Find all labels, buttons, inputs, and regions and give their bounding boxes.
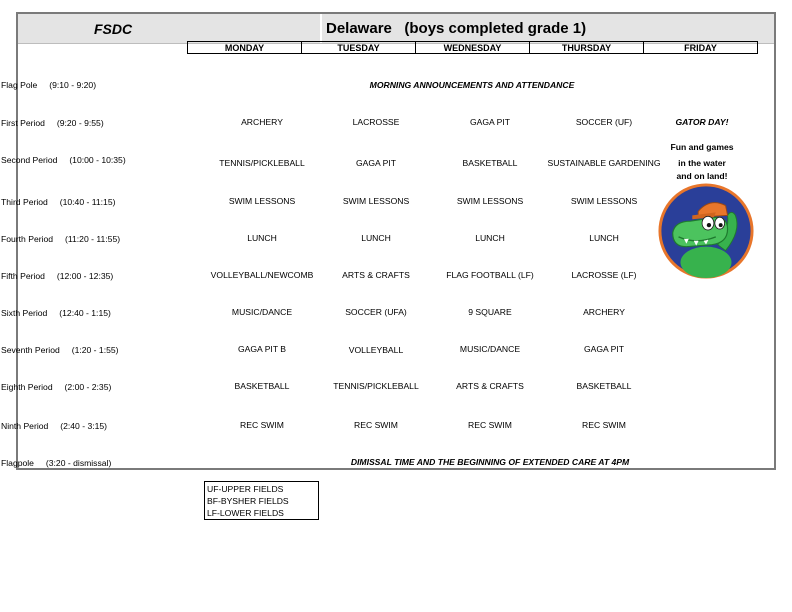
schedule-cell: LACROSSE xyxy=(352,117,400,127)
day-header-row xyxy=(187,41,758,54)
schedule-cell: VOLLEYBALL xyxy=(348,345,404,355)
period-label: Eighth Period (2:00 - 2:35) xyxy=(1,382,112,392)
schedule-cell: SWIM LESSONS xyxy=(228,196,296,206)
schedule-cell: LUNCH xyxy=(589,233,619,243)
schedule-cell: SWIM LESSONS xyxy=(456,196,524,206)
schedule-cell: LUNCH xyxy=(361,233,391,243)
gator-day-title: GATOR DAY! xyxy=(675,117,729,127)
schedule-cell: BASKETBALL xyxy=(462,158,518,168)
header-divider xyxy=(320,14,322,43)
day-friday: FRIDAY xyxy=(643,42,757,53)
period-label: Seventh Period (1:20 - 1:55) xyxy=(1,345,119,355)
schedule-cell: REC SWIM xyxy=(468,420,512,430)
schedule-cell: MUSIC/DANCE xyxy=(459,344,521,354)
schedule-cell: REC SWIM xyxy=(240,420,284,430)
schedule-cell: TENNIS/PICKLEBALL xyxy=(219,158,305,168)
day-monday: MONDAY xyxy=(224,43,265,53)
schedule-cell: SOCCER (UFA) xyxy=(345,307,407,317)
schedule-cell: ARTS & CRAFTS xyxy=(342,270,410,280)
period-label: First Period (9:20 - 9:55) xyxy=(1,118,104,128)
schedule-cell: ARCHERY xyxy=(583,307,625,317)
period-label: Ninth Period (2:40 - 3:15) xyxy=(1,421,108,431)
legend-item: LF-LOWER FIELDS xyxy=(207,508,284,518)
friday-line-1: Fun and games xyxy=(670,142,734,152)
schedule-cell: VOLLEYBALL/NEWCOMB xyxy=(210,270,314,280)
period-label: Second Period (10:00 - 10:35) xyxy=(1,155,126,165)
page-title: Delaware (boys completed grade 1) xyxy=(326,20,587,37)
header-bar xyxy=(18,14,774,44)
schedule-cell: GAGA PIT xyxy=(469,117,511,127)
schedule-cell: SWIM LESSONS xyxy=(570,196,638,206)
legend-item: UF-UPPER FIELDS xyxy=(207,484,284,494)
schedule-cell: ARTS & CRAFTS xyxy=(456,381,524,391)
schedule-cell: GAGA PIT xyxy=(355,158,397,168)
legend-item: BF-BYSHER FIELDS xyxy=(207,496,289,506)
period-label: Flag Pole (9:10 - 9:20) xyxy=(1,80,97,90)
period-label: Fourth Period (11:20 - 11:55) xyxy=(1,234,121,244)
period-label: Fifth Period (12:00 - 12:35) xyxy=(1,271,114,281)
schedule-cell: LUNCH xyxy=(247,233,277,243)
schedule-cell: LUNCH xyxy=(475,233,505,243)
period-label: Third Period (10:40 - 11:15) xyxy=(1,197,116,207)
gator-mascot-icon xyxy=(657,182,755,280)
schedule-cell: BASKETBALL xyxy=(576,381,632,391)
schedule-cell: TENNIS/PICKLEBALL xyxy=(333,381,419,391)
org-name: FSDC xyxy=(93,21,133,37)
schedule-cell: SUSTAINABLE GARDENING xyxy=(547,158,661,168)
schedule-cell: MUSIC/DANCE xyxy=(231,307,293,317)
schedule-cell: SWIM LESSONS xyxy=(342,196,410,206)
period-label: Sixth Period (12:40 - 1:15) xyxy=(1,308,111,318)
legend-box xyxy=(204,481,319,520)
schedule-cell: LACROSSE (LF) xyxy=(571,270,637,280)
day-wednesday: WEDNESDAY xyxy=(415,42,529,53)
schedule-cell: REC SWIM xyxy=(354,420,398,430)
morning-banner: MORNING ANNOUNCEMENTS AND ATTENDANCE xyxy=(369,80,575,90)
schedule-cell: 9 SQUARE xyxy=(468,307,512,317)
schedule-cell: SOCCER (UF) xyxy=(575,117,633,127)
dismissal-banner: DIMISSAL TIME AND THE BEGINNING OF EXTENDED CARE AT 4PM xyxy=(350,457,630,467)
schedule-cell: GAGA PIT xyxy=(583,344,625,354)
schedule-cell: REC SWIM xyxy=(582,420,626,430)
day-thursday: THURSDAY xyxy=(529,42,643,53)
schedule-cell: GAGA PIT B xyxy=(237,344,287,354)
schedule-cell: FLAG FOOTBALL (LF) xyxy=(446,270,534,280)
period-label: Flagpole (3:20 - dismissal) xyxy=(1,458,112,468)
schedule-cell: ARCHERY xyxy=(241,117,283,127)
day-tuesday: TUESDAY xyxy=(301,42,415,53)
schedule-cell: BASKETBALL xyxy=(234,381,290,391)
friday-line-2: in the water xyxy=(678,158,726,168)
friday-line-3: and on land! xyxy=(676,171,728,181)
